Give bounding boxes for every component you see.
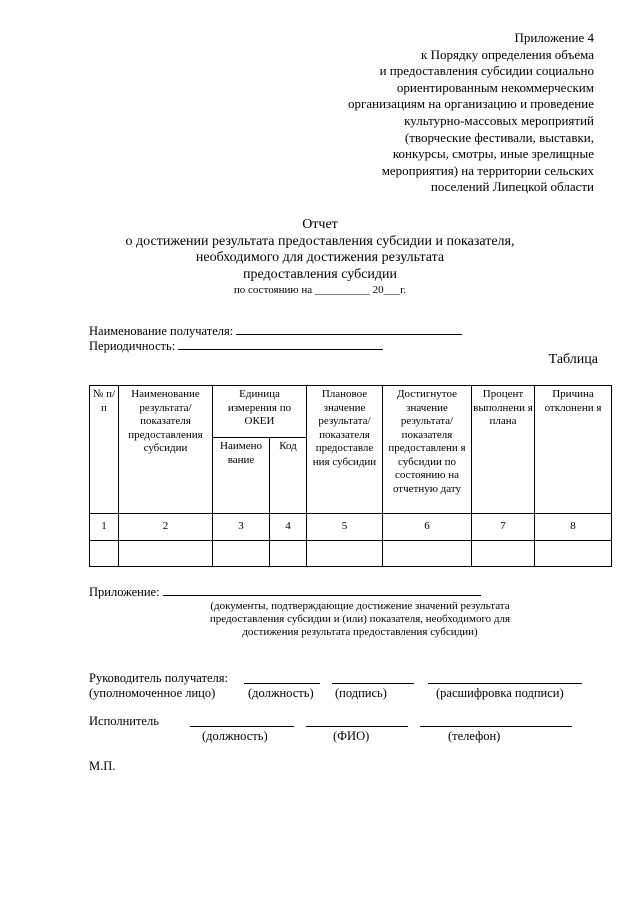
appendix-line: Приложение 4 (514, 30, 594, 45)
table-caption: Таблица (548, 352, 598, 367)
head-signature-caption: (подпись) (335, 686, 387, 700)
executor-phone-caption: (телефон) (448, 729, 501, 743)
header-unit: Единица измерения по ОКЕИ (213, 386, 307, 438)
appendix-line: к Порядку определения объема (421, 46, 594, 62)
head-position-field[interactable] (244, 673, 320, 684)
report-table (89, 385, 612, 567)
head-signature-field[interactable] (332, 673, 414, 684)
appendix-line: и предоставления субсидии социально (379, 63, 594, 79)
table-cell[interactable] (535, 541, 612, 567)
attachment-note (170, 600, 550, 639)
appendix-line: мероприятия) на территории сельских (381, 162, 594, 178)
report-subtitle-line: о достижении результата предоставления субсидии и показателя, (125, 233, 515, 249)
column-number: 5 (307, 514, 383, 541)
report-subtitle-line: необходимого для достижения результата (195, 250, 445, 265)
attachment-note-line: достижения результата предоставления субсидии) (242, 626, 478, 638)
header-unit-name: Наимено вание (213, 438, 270, 514)
table-cell[interactable] (307, 541, 383, 567)
table-cell[interactable] (270, 541, 307, 567)
header-name: Наименование результата/ показателя предоставления субсидии (119, 386, 213, 514)
recipient-name-field[interactable] (236, 324, 462, 335)
executor-position-field[interactable] (190, 716, 294, 727)
table-cell[interactable] (472, 541, 535, 567)
periodicity-field[interactable] (178, 339, 383, 350)
table-row (90, 541, 612, 567)
table-cell[interactable] (213, 541, 270, 567)
appendix-line: организациям на организацию и проведение (348, 96, 594, 112)
column-number: 1 (90, 514, 119, 541)
header-planned: Плановое значение результата/ показателя предоставле ния субсидии (307, 386, 383, 514)
head-position-caption: (должность) (248, 686, 314, 700)
report-subtitle-line: предоставления субсидии (242, 266, 398, 282)
header-num: № п/п (90, 386, 119, 514)
head-label: Руководитель получателя: (89, 671, 228, 685)
executor-fio-caption: (ФИО) (333, 729, 370, 743)
recipient-name-row (89, 324, 462, 338)
appendix-line: (творческие фестивали, выставки, (404, 129, 594, 145)
table-cell[interactable] (119, 541, 213, 567)
executor-phone-field[interactable] (420, 716, 572, 727)
periodicity-label: Периодичность: (89, 339, 179, 353)
attachment-note-line: предоставления субсидии и (или) показателя, необходимого для (209, 613, 511, 625)
report-date-line: по состоянию на __________ 20___г. (233, 284, 407, 296)
column-number: 3 (213, 514, 270, 541)
appendix-line: конкурсы, смотры, иные зрелищные (392, 146, 594, 162)
header-percent: Процент выполнени я плана (472, 386, 535, 514)
header-unit-code: Код (270, 438, 307, 514)
appendix-header (294, 30, 594, 196)
stamp-placeholder: М.П. (89, 759, 116, 773)
appendix-line: культурно-массовых мероприятий (404, 112, 594, 128)
executor-label: Исполнитель (89, 714, 159, 728)
column-number: 7 (472, 514, 535, 541)
appendix-line: ориентированным некоммерческим (396, 79, 594, 95)
head-sub-label: (уполномоченное лицо) (89, 686, 216, 700)
column-number: 2 (119, 514, 213, 541)
recipient-name-label: Наименование получателя: (89, 324, 237, 338)
attachment-field[interactable] (163, 585, 481, 596)
executor-fio-field[interactable] (306, 716, 408, 727)
column-number: 6 (383, 514, 472, 541)
report-title: Отчет (302, 217, 338, 232)
column-number: 4 (270, 514, 307, 541)
appendix-line: поселений Липецкой области (430, 179, 594, 195)
head-decoding-field[interactable] (428, 673, 582, 684)
attachment-label: Приложение: (89, 585, 163, 599)
attachment-note-line: (документы, подтверждающие достижение значений результата (210, 600, 510, 612)
periodicity-row (89, 339, 383, 353)
table-cell[interactable] (90, 541, 119, 567)
header-achieved: Достигнутое значение результата/ показателя предоставлени я субсидии по состоянию на отчетную дату (383, 386, 472, 514)
head-decoding-caption: (расшифровка подписи) (436, 686, 564, 700)
column-number: 8 (535, 514, 612, 541)
table-row (90, 514, 612, 541)
attachment-row (89, 585, 481, 599)
report-title-block (0, 217, 640, 297)
executor-position-caption: (должность) (202, 729, 268, 743)
table-cell[interactable] (383, 541, 472, 567)
header-reason: Причина отклонени я (535, 386, 612, 514)
